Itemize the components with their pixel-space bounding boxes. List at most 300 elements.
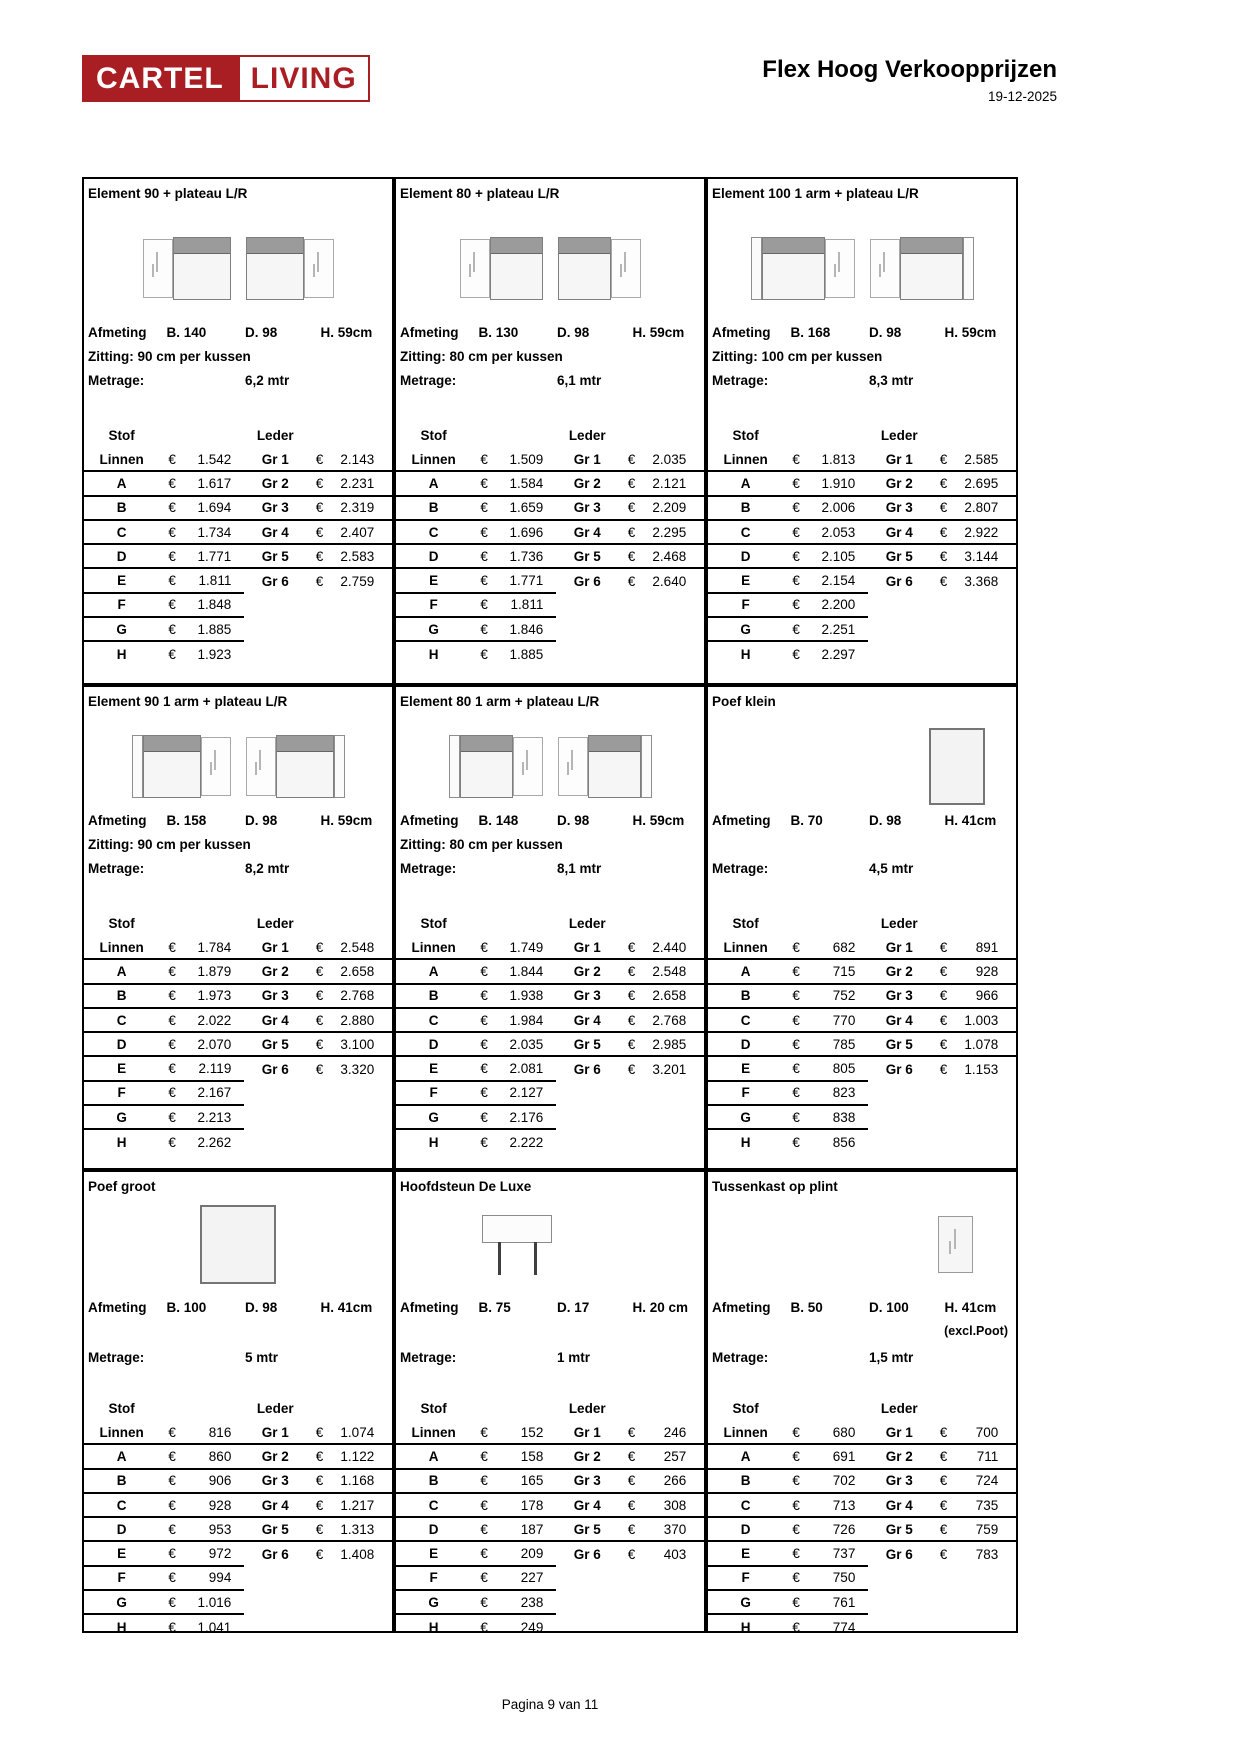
plateau-shape [246,737,276,796]
euro-sign: € [480,963,488,979]
price-table-header [84,1396,392,1421]
leder-label: Gr 2 [885,475,913,491]
leder-label: Gr 6 [261,574,289,590]
euro-sign: € [480,1424,488,1440]
stof-label: D [116,1036,127,1052]
stof-price: 2.022 [197,1012,232,1028]
leder-price: 3.144 [964,548,999,564]
price-row [708,1082,1016,1106]
price-table [396,423,704,667]
stof-price: 680 [832,1424,856,1440]
leder-label: Gr 4 [261,1497,289,1513]
dimensions-row [712,325,1014,340]
plateau-mark-icon [879,264,881,277]
stof-price: 860 [208,1448,232,1464]
leder-price: 1.074 [340,1424,375,1440]
stof-label: E [741,1061,751,1077]
euro-sign: € [792,548,800,564]
leder-header: Leder [880,916,918,931]
diepte-value: D. 98 [557,813,590,828]
stof-label: B [428,1473,439,1489]
stof-label: G [116,1594,127,1610]
euro-sign: € [627,988,636,1004]
plateau-shape [558,737,588,796]
leder-price: 891 [975,939,999,955]
leder-price: 928 [975,963,999,979]
stof-price: 158 [520,1448,544,1464]
euro-sign: € [168,939,176,955]
euro-sign: € [315,963,324,979]
price-row [84,1106,392,1130]
price-row [84,1615,392,1639]
element-unit-right [246,237,334,300]
price-row [396,618,704,642]
plateau-mark-icon [838,252,840,272]
stof-label: E [741,573,751,589]
price-row [708,1009,1016,1033]
price-row [708,1567,1016,1591]
stof-label: B [740,1473,751,1489]
stof-price: 750 [832,1570,856,1586]
leder-label: Gr 4 [885,1497,913,1513]
cartel-living-logo [82,55,370,102]
logo-cartel-text: CARTEL [82,55,238,102]
backrest-shape [144,736,200,752]
euro-sign: € [168,1594,176,1610]
price-rows [396,1421,704,1640]
leder-label: Gr 1 [261,939,289,955]
stof-price: 1.938 [509,988,544,1004]
price-row [84,1591,392,1615]
euro-sign: € [315,1547,324,1563]
price-table-header [708,1396,1016,1421]
stof-price: 691 [832,1448,856,1464]
leder-label: Gr 4 [885,1012,913,1028]
price-row [396,936,704,960]
stof-price: 1.696 [509,524,544,540]
euro-sign: € [627,1036,636,1052]
stof-price: 682 [832,939,856,955]
euro-sign: € [939,548,948,564]
price-row [396,1082,704,1106]
euro-sign: € [939,1547,948,1563]
stof-label: B [428,988,439,1004]
euro-sign: € [627,1062,636,1078]
leder-price: 2.759 [340,574,375,590]
leder-label: Gr 3 [573,988,601,1004]
price-row [708,1421,1016,1445]
euro-sign: € [480,1448,488,1464]
euro-sign: € [315,1424,324,1440]
plateau-mark-icon [469,264,471,277]
stof-price: 1.846 [509,621,544,637]
leder-price: 724 [975,1473,999,1489]
price-rows [396,936,704,1155]
leder-label: Gr 1 [573,939,601,955]
stof-price: 1.885 [509,647,544,663]
backrest-shape [901,238,962,254]
price-table [708,911,1016,1155]
price-row [84,1033,392,1057]
stof-price: 2.200 [821,597,856,613]
stof-price: 2.127 [509,1085,544,1101]
price-row [84,1009,392,1033]
price-rows [708,936,1016,1155]
stof-label: C [116,1012,127,1028]
price-table [396,1396,704,1640]
backrest-shape [461,736,512,752]
price-table [84,423,392,667]
leder-label: Gr 2 [261,475,289,491]
stof-price: 1.879 [197,963,232,979]
euro-sign: € [315,939,324,955]
euro-sign: € [168,1085,176,1101]
plateau-shape [460,239,490,298]
leder-price: 2.768 [652,1012,687,1028]
euro-sign: € [480,621,488,637]
price-row [84,1082,392,1106]
zitting-info: Zitting: 90 cm per kussen [88,349,251,364]
price-row [708,985,1016,1009]
cabinet-mark-icon [949,1241,951,1254]
price-row [84,521,392,545]
euro-sign: € [627,475,636,491]
price-row [396,1518,704,1542]
stof-price: 1.016 [197,1594,232,1610]
element-unit-left [132,735,231,798]
leder-price: 783 [975,1547,999,1563]
stof-label: F [741,1085,750,1101]
stof-label: D [428,1521,439,1537]
leder-label: Gr 4 [573,1012,601,1028]
euro-sign: € [792,1620,800,1636]
euro-sign: € [792,939,800,955]
euro-sign: € [168,621,176,637]
euro-sign: € [480,451,488,467]
stof-label: G [740,1109,751,1125]
metrage-value: 1,5 mtr [869,1350,914,1365]
price-row [396,521,704,545]
hoogte-value: H. 41cm [320,1300,373,1315]
arm-shape [963,237,974,300]
stof-label: Linnen [99,1424,144,1440]
price-table [708,1396,1016,1640]
euro-sign: € [792,573,800,589]
leder-label: Gr 1 [573,1424,601,1440]
product-title: Element 80 + plateau L/R [400,186,560,201]
stof-price: 1.984 [509,1012,544,1028]
stof-price: 227 [520,1570,544,1586]
product-diagram [398,731,702,801]
metrage-row [400,861,702,876]
stof-price: 1.848 [197,597,232,613]
price-row [396,960,704,984]
product-panel [82,1170,394,1636]
plateau-mark-icon [210,762,212,775]
price-row [708,545,1016,569]
element-unit-left [449,735,543,798]
stof-price: 702 [832,1473,856,1489]
price-row [396,642,704,666]
product-title: Element 90 1 arm + plateau L/R [88,694,288,709]
dimensions-row [88,325,390,340]
leder-price: 403 [663,1547,687,1563]
stof-price: 1.784 [197,939,232,955]
stof-label: B [740,500,751,516]
diepte-value: D. 98 [245,325,278,340]
euro-sign: € [792,1448,800,1464]
euro-sign: € [939,1473,948,1489]
metrage-row [712,1350,1014,1365]
stof-label: F [117,1570,126,1586]
price-row [84,448,392,472]
price-row [708,1615,1016,1639]
euro-sign: € [480,548,488,564]
euro-sign: € [168,1570,176,1586]
plateau-mark-icon [834,264,836,277]
seat-shape [173,237,231,300]
stof-label: B [116,500,127,516]
euro-sign: € [792,1497,800,1513]
price-row [708,1033,1016,1057]
afmeting-label: Afmeting [88,1300,147,1315]
stof-price: 165 [520,1473,544,1489]
stof-header: Stof [732,916,759,931]
backrest-shape [559,238,610,254]
price-row [396,594,704,618]
leder-label: Gr 2 [261,1448,289,1464]
euro-sign: € [480,1109,488,1125]
leder-price: 700 [975,1424,999,1440]
price-row [396,1421,704,1445]
euro-sign: € [627,500,636,516]
euro-sign: € [792,1012,800,1028]
euro-sign: € [480,1620,488,1636]
euro-sign: € [792,963,800,979]
euro-sign: € [792,1424,800,1440]
metrage-row [712,373,1014,388]
stof-price: 1.694 [197,500,232,516]
leder-price: 2.922 [964,524,999,540]
metrage-value: 5 mtr [245,1350,279,1365]
euro-sign: € [168,988,176,1004]
euro-sign: € [939,963,948,979]
price-row [708,1057,1016,1081]
euro-sign: € [627,1012,636,1028]
document-date: 19-12-2025 [987,89,1057,104]
euro-sign: € [792,1473,800,1489]
euro-sign: € [315,574,324,590]
backrest-shape [491,238,542,254]
backrest-shape [174,238,230,254]
euro-sign: € [480,1012,488,1028]
leder-label: Gr 2 [573,475,601,491]
stof-label: E [117,1061,127,1077]
euro-sign: € [792,1521,800,1537]
price-row [708,1445,1016,1469]
hoogte-value: H. 20 cm [632,1300,689,1315]
product-panel [394,177,706,685]
euro-sign: € [168,597,176,613]
leder-label: Gr 5 [573,548,601,564]
stof-label: B [428,500,439,516]
product-diagram [86,731,390,801]
stof-header: Stof [108,428,135,443]
product-panel [706,685,1018,1170]
leder-price: 2.583 [340,548,375,564]
price-table-header [396,423,704,448]
euro-sign: € [939,1424,948,1440]
stof-price: 972 [208,1546,232,1562]
stof-label: C [116,1497,127,1513]
stof-label: H [428,647,439,663]
stof-price: 906 [208,1473,232,1489]
breedte-value: B. 168 [790,325,831,340]
price-row [708,472,1016,496]
price-row [708,1591,1016,1615]
stof-price: 2.167 [197,1085,232,1101]
leder-label: Gr 2 [573,1448,601,1464]
leder-price: 246 [663,1424,687,1440]
product-diagram [398,1202,702,1286]
euro-sign: € [168,1497,176,1513]
leder-price: 759 [975,1521,999,1537]
dimensions-row [400,1300,702,1315]
price-row [84,497,392,521]
metrage-label: Metrage: [400,373,457,388]
leder-label: Gr 1 [885,451,913,467]
leder-label: Gr 4 [885,524,913,540]
stof-price: 1.749 [509,939,544,955]
price-row [396,1033,704,1057]
stof-price: 1.584 [509,475,544,491]
hoogte-value: H. 59cm [632,813,685,828]
stof-price: 737 [832,1546,856,1562]
euro-sign: € [627,1448,636,1464]
diepte-value: D. 98 [245,813,278,828]
stof-label: E [117,1546,127,1562]
stof-label: F [429,597,438,613]
stof-label: Linnen [411,939,456,955]
euro-sign: € [627,939,636,955]
price-row [708,1130,1016,1154]
hoogte-value: H. 59cm [944,325,997,340]
stof-price: 2.035 [509,1036,544,1052]
euro-sign: € [168,1424,176,1440]
leder-label: Gr 3 [885,1473,913,1489]
leder-header: Leder [568,428,606,443]
euro-sign: € [480,524,488,540]
stof-price: 238 [520,1594,544,1610]
seat-shape [588,735,641,798]
dimensions-row [400,325,702,340]
seat-shape [490,237,543,300]
stof-price: 1.771 [509,573,544,589]
stof-price: 178 [520,1497,544,1513]
plateau-mark-icon [522,762,524,775]
price-row [396,1567,704,1591]
stof-label: F [429,1085,438,1101]
leder-price: 1.122 [340,1448,375,1464]
backrest-shape [247,238,303,254]
stof-price: 785 [832,1036,856,1052]
leder-label: Gr 5 [885,1521,913,1537]
poef-shape [200,1205,276,1284]
stof-header: Stof [732,1401,759,1416]
price-row [708,448,1016,472]
euro-sign: € [480,647,488,663]
stof-price: 928 [208,1497,232,1513]
product-title: Hoofdsteun De Luxe [400,1179,532,1194]
stof-label: A [740,1448,751,1464]
euro-sign: € [480,1521,488,1537]
stof-label: H [740,1620,751,1636]
leder-price: 2.035 [652,451,687,467]
stof-price: 2.222 [509,1135,544,1151]
euro-sign: € [939,475,948,491]
stof-label: A [116,475,127,491]
stof-price: 1.973 [197,988,232,1004]
stof-header: Stof [732,428,759,443]
leder-price: 2.985 [652,1036,687,1052]
leder-label: Gr 4 [261,1012,289,1028]
zitting-info: Zitting: 80 cm per kussen [400,837,563,852]
product-title: Tussenkast op plint [712,1179,838,1194]
price-row [396,1591,704,1615]
plateau-shape [870,239,900,298]
price-rows [708,1421,1016,1640]
stof-price: 856 [832,1135,856,1151]
price-row [708,594,1016,618]
price-row [84,545,392,569]
stof-price: 2.119 [198,1061,232,1077]
euro-sign: € [480,939,488,955]
leder-price: 2.121 [652,475,687,491]
stof-label: C [428,1012,439,1028]
metrage-row [400,1350,702,1365]
product-diagram [710,1202,1014,1286]
stof-label: B [116,988,127,1004]
plateau-mark-icon [624,252,626,272]
product-diagram [86,1202,390,1286]
stof-price: 823 [832,1085,856,1101]
euro-sign: € [168,1061,176,1077]
euro-sign: € [939,451,948,467]
stof-price: 152 [520,1424,544,1440]
stof-label: C [740,1497,751,1513]
backrest-shape [763,238,824,254]
leder-header: Leder [880,428,918,443]
stof-label: Linnen [723,939,768,955]
leder-label: Gr 5 [261,1521,289,1537]
stof-price: 1.509 [509,451,544,467]
dimensions-row [400,813,702,828]
stof-price: 2.154 [821,573,856,589]
stof-price: 2.081 [509,1061,544,1077]
euro-sign: € [792,500,800,516]
stof-label: D [740,548,751,564]
euro-sign: € [792,451,800,467]
seat-shape [246,237,304,300]
price-row [84,594,392,618]
product-diagram [86,235,390,301]
euro-sign: € [168,548,176,564]
euro-sign: € [627,963,636,979]
price-row [84,1494,392,1518]
stof-price: 1.923 [197,647,232,663]
diepte-value: D. 98 [869,325,902,340]
price-row [84,1518,392,1542]
